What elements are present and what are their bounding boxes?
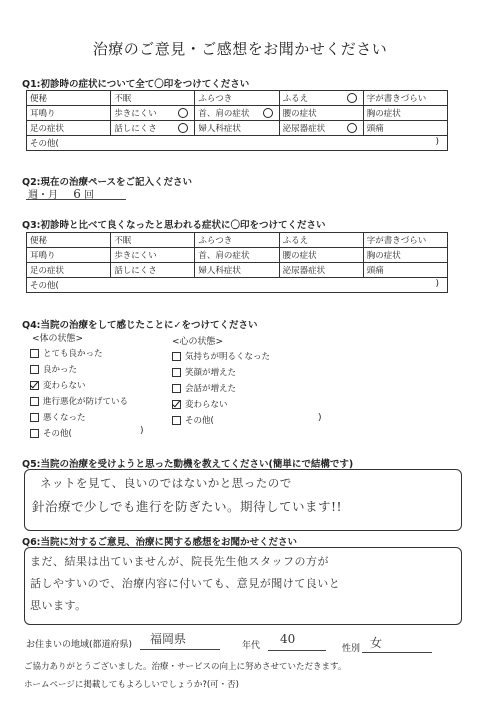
q4-mind-brighter[interactable]: 気持ちが明るくなった — [172, 350, 270, 362]
circle-mark-icon — [347, 123, 357, 133]
age-value[interactable]: 40 — [280, 632, 296, 646]
circle-mark-icon — [263, 108, 273, 118]
checkbox-icon[interactable] — [30, 397, 39, 406]
q1-cell-headache[interactable]: 頭痛 — [363, 121, 447, 136]
q4-body-other-close: ) — [140, 426, 144, 436]
q3-heading: Q3:初診時と比べて良くなったと思われる症状に〇印をつけてください — [22, 220, 326, 231]
q1-cell-chest[interactable]: 胸の症状 — [363, 106, 447, 121]
q1-cell-gynecology[interactable]: 婦人科症状 — [195, 121, 279, 136]
q4-body-worse[interactable]: 悪くなった — [30, 411, 86, 423]
q3-cell-writing[interactable]: 字が書きづらい — [363, 233, 447, 248]
q3-cell-urology[interactable]: 泌尿器症状 — [279, 263, 363, 278]
age-label: 年代 — [242, 641, 261, 651]
q1-cell-legs[interactable]: 足の症状 — [27, 121, 111, 136]
q4-mind-label: <心の状態> — [172, 337, 224, 347]
q5-answer-line-1: ネットを見て、良いのではないかと思ったので — [40, 476, 292, 490]
q1-symptom-table — [26, 90, 448, 151]
q1-cell-tremor[interactable]: ふるえ — [279, 91, 363, 106]
checkbox-icon[interactable] — [172, 416, 181, 425]
address-value[interactable]: 福岡県 — [150, 632, 187, 646]
q2-underline — [26, 199, 126, 200]
checkbox-icon[interactable] — [172, 352, 181, 361]
table-row — [27, 136, 448, 151]
checkbox-icon[interactable] — [172, 384, 181, 393]
q4-body-very-good[interactable]: とても良かった — [30, 347, 103, 359]
q1-cell-walking[interactable]: 歩きにくい — [111, 106, 195, 121]
table-row — [27, 248, 448, 263]
q4-mind-unchanged[interactable]: 変わらない — [172, 398, 228, 410]
q3-cell-neck-shoulder[interactable]: 首、肩の症状 — [195, 248, 279, 263]
q1-heading: Q1:初診時の症状について全て〇印をつけてください — [22, 79, 250, 90]
address-underline — [140, 649, 220, 650]
q1-cell-lower-back[interactable]: 腰の症状 — [279, 106, 363, 121]
circle-mark-icon — [178, 108, 188, 118]
checkbox-icon[interactable] — [30, 365, 39, 374]
q3-other-field[interactable]: その他( ) — [27, 278, 448, 293]
table-row — [27, 106, 448, 121]
checkbox-icon[interactable] — [30, 349, 39, 358]
q1-cell-writing[interactable]: 字が書きづらい — [363, 91, 447, 106]
q1-cell-tinnitus[interactable]: 耳鳴り — [27, 106, 111, 121]
checkbox-checked-icon[interactable] — [30, 381, 39, 390]
form-title: 治療のご意見・ご感想をお聞かせください — [92, 40, 388, 58]
q4-mind-other-close: ) — [318, 413, 322, 423]
table-row — [27, 278, 448, 293]
q6-answer-line-3: 思います。 — [30, 599, 87, 612]
q4-mind-more-conversation[interactable]: 会話が増えた — [172, 382, 236, 394]
gender-underline — [362, 652, 432, 653]
checkbox-icon[interactable] — [30, 413, 39, 422]
q3-cell-headache[interactable]: 頭痛 — [363, 263, 447, 278]
q4-mind-more-smiles[interactable]: 笑顔が増えた — [172, 366, 236, 378]
table-row — [27, 233, 448, 248]
q6-answer-line-1: まだ、結果は出ていませんが、院長先生他スタッフの方が — [30, 555, 329, 568]
circle-mark-icon — [347, 93, 357, 103]
q3-cell-tremor[interactable]: ふるえ — [279, 233, 363, 248]
checkbox-icon[interactable] — [30, 429, 39, 438]
q3-symptom-table — [26, 232, 448, 293]
gender-label: 性別 — [342, 644, 361, 654]
q1-cell-urology[interactable]: 泌尿器症状 — [279, 121, 363, 136]
q2-visit-count[interactable]: 週・月 6 回 — [28, 187, 95, 201]
circle-mark-icon — [178, 123, 188, 133]
q6-answer-line-2: 話しやすいので、治療内容に付いても、意見が聞けて良いと — [30, 577, 341, 590]
q1-other-field[interactable]: その他( ) — [27, 136, 448, 151]
table-row — [27, 121, 448, 136]
website-consent-text: ホームページに掲載してもよろしいでしょうか?(可・否) — [24, 680, 239, 690]
q1-cell-insomnia[interactable]: 不眠 — [111, 91, 195, 106]
q3-cell-tinnitus[interactable]: 耳鳴り — [27, 248, 111, 263]
q5-answer-line-2: 針治療で少しでも進行を防ぎたい。期待しています!! — [32, 499, 343, 514]
q3-cell-legs[interactable]: 足の症状 — [27, 263, 111, 278]
q1-cell-speech[interactable]: 話しにくさ — [111, 121, 195, 136]
q3-cell-gynecology[interactable]: 婦人科症状 — [195, 263, 279, 278]
checkbox-icon[interactable] — [172, 368, 181, 377]
q4-body-progress-prevented[interactable]: 進行悪化が防げている — [30, 395, 128, 407]
q1-cell-dizziness[interactable]: ふらつき — [195, 91, 279, 106]
q4-body-other[interactable]: その他( — [30, 427, 72, 439]
q4-mind-other[interactable]: その他( — [172, 414, 214, 426]
q3-cell-lower-back[interactable]: 腰の症状 — [279, 248, 363, 263]
q5-heading: Q5:当院の治療を受けようと思った動機を教えてください(簡単にで結構です) — [22, 459, 354, 470]
q6-heading: Q6:当院に対するご意見、治療に関する感想をお聞かせください — [22, 537, 297, 548]
checkbox-checked-icon[interactable] — [172, 400, 181, 409]
age-underline — [268, 650, 326, 651]
q3-cell-constipation[interactable]: 便秘 — [27, 233, 111, 248]
q1-cell-constipation[interactable]: 便秘 — [27, 91, 111, 106]
q1-cell-neck-shoulder[interactable]: 首、肩の症状 — [195, 106, 279, 121]
q3-cell-dizziness[interactable]: ふらつき — [195, 233, 279, 248]
q4-heading: Q4:当院の治療をして感じたことに✓をつけてください — [22, 320, 258, 331]
table-row — [27, 91, 448, 106]
gender-value[interactable]: 女 — [370, 636, 383, 650]
q2-heading: Q2:現在の治療ペースをご記入ください — [22, 177, 193, 188]
thanks-text: ご協力ありがとうございました。治療・サービスの向上に努めさせていただきます。 — [24, 662, 347, 672]
q4-body-good[interactable]: 良かった — [30, 363, 77, 375]
q3-cell-walking[interactable]: 歩きにくい — [111, 248, 195, 263]
address-label: お住まいの地域(都道府県) — [26, 640, 133, 650]
q3-cell-chest[interactable]: 胸の症状 — [363, 248, 447, 263]
q4-body-unchanged[interactable]: 変わらない — [30, 379, 86, 391]
table-row — [27, 263, 448, 278]
q3-cell-insomnia[interactable]: 不眠 — [111, 233, 195, 248]
q4-body-label: <体の状態> — [32, 334, 84, 344]
q3-cell-speech[interactable]: 話しにくさ — [111, 263, 195, 278]
